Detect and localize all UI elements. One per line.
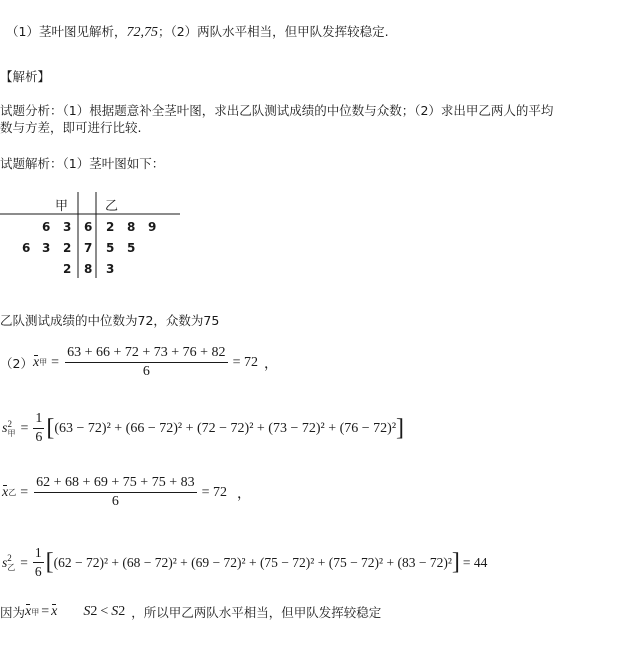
stem-value: 7	[84, 241, 93, 255]
conclusion-x2: x	[51, 604, 58, 619]
stem-value: 8	[84, 262, 93, 276]
conclusion-lt: <	[100, 604, 109, 619]
eq4-coef	[33, 545, 44, 580]
eq3-suffix: ，	[237, 486, 252, 502]
median-mode-line: 乙队测试成绩的中位数为72，众数为75	[0, 313, 220, 328]
eq4-result: = 44	[462, 554, 488, 570]
answer-part1: （1）茎叶图见解析，	[6, 24, 127, 39]
leaf-right: 9	[148, 220, 157, 234]
answer-part2: ；（2）两队水平相当，但甲队发挥较稳定.	[157, 24, 389, 39]
eq3-var: x	[2, 484, 9, 500]
leaf-right: 5	[127, 241, 136, 255]
eq1-result: = 72	[232, 354, 258, 370]
eq4-sub: 乙	[7, 562, 16, 572]
solution-intro: 试题解析：（1）茎叶图如下：	[0, 156, 165, 171]
conclusion-s1: S	[83, 604, 91, 619]
leaf-left: 6	[42, 220, 51, 234]
stem-left-header: 甲	[55, 199, 69, 214]
conclusion-s2-sup: 2	[118, 604, 126, 619]
conclusion-s1-sup: 2	[90, 604, 98, 619]
stem-value: 6	[84, 220, 93, 234]
eq1-denominator: 6	[142, 364, 150, 379]
analysis-line-2: 数与方差，即可进行比较.	[0, 120, 142, 135]
eq-variance-yi: s 2 乙 = $\frac{1}{6}$ [ (62 − 72)² + (68 − 72)² + (69 − 72)² + (75 − 72)² + (75 − 72)² + (83 − 72)² ] = 44	[2, 545, 488, 579]
eq3-fraction	[34, 475, 196, 510]
eq1-sub: 甲	[39, 358, 48, 367]
leaf-right: 2	[106, 220, 115, 234]
leaf-left: 3	[63, 220, 72, 234]
eq4-var: s	[2, 554, 8, 570]
conclusion-s2: S	[111, 604, 119, 619]
conclusion-line	[0, 603, 381, 621]
eq4-body: (62 − 72)² + (68 − 72)² + (69 − 72)² + (75 − 72)² + (75 − 72)² + (83 − 72)²	[53, 554, 452, 570]
eq2-sup: 2	[7, 418, 12, 429]
eq1-suffix: ，	[263, 356, 278, 372]
stem-leaf-diagram	[0, 188, 185, 278]
conclusion-x1: x	[25, 604, 32, 619]
eq3-sub: 乙	[8, 488, 17, 497]
stem-right-header: 乙	[105, 199, 119, 214]
stem-leaf-lines	[0, 188, 185, 278]
eq1-var: x	[32, 354, 40, 370]
leaf-left: 2	[63, 262, 72, 276]
eq2-sub: 甲	[7, 428, 16, 438]
analysis-line-1: 试题分析：（1）根据题意补全茎叶图，求出乙队测试成绩的中位数与众数；（2）求出甲乙两人的平均	[0, 103, 554, 118]
conclusion-eq: =	[41, 604, 50, 619]
eq2-coef	[33, 411, 44, 446]
eq2-var: s	[2, 420, 8, 436]
eq3-numerator: 62 + 68 + 69 + 75 + 75 + 83	[34, 475, 196, 493]
leaf-left: 2	[63, 241, 72, 255]
eq4-sup: 2	[7, 552, 12, 563]
answer-line	[6, 22, 389, 41]
conclusion-prefix: 因为	[0, 605, 26, 620]
eq3-result: = 72	[201, 484, 228, 500]
conclusion-text: ，所以甲乙两队水平相当，但甲队发挥较稳定	[131, 605, 382, 620]
eq1-prefix: （2）	[0, 355, 33, 371]
leaf-right: 8	[127, 220, 136, 234]
eq3-denominator: 6	[111, 494, 119, 509]
eq2-coef-num: 1	[33, 411, 44, 429]
conclusion-sub-jia: 甲	[31, 607, 40, 617]
eq1-fraction	[65, 345, 227, 380]
leaf-right: 5	[106, 241, 115, 255]
answer-values: 72,75	[126, 25, 158, 40]
section-title: 【解析】	[0, 69, 51, 84]
leaf-right: 3	[106, 262, 115, 276]
eq-variance-jia: s 2 甲 = $\frac{1}{6}$ [ (63 − 72)² + (66 − 72)² + (72 − 72)² + (73 − 72)² + (76 − 72)² ]	[2, 411, 405, 445]
leaf-left: 3	[42, 241, 51, 255]
eq4-coef-den: 6	[34, 564, 42, 579]
eq4-coef-num: 1	[33, 545, 44, 563]
eq-mean-jia: （2） x 甲 = $\frac{63 + 66 + 72 + 73 + 76 + 82}{6}$ = 72 ，	[0, 345, 278, 379]
eq2-body: (63 − 72)² + (66 − 72)² + (72 − 72)² + (73 − 72)² + (76 − 72)²	[54, 420, 397, 436]
leaf-left: 6	[22, 241, 31, 255]
eq-mean-yi: x 乙 = $\frac{62 + 68 + 69 + 75 + 75 + 83}{6}$ = 72 ，	[2, 475, 252, 509]
eq1-numerator: 63 + 66 + 72 + 73 + 76 + 82	[65, 345, 227, 363]
eq2-coef-den: 6	[35, 430, 43, 445]
